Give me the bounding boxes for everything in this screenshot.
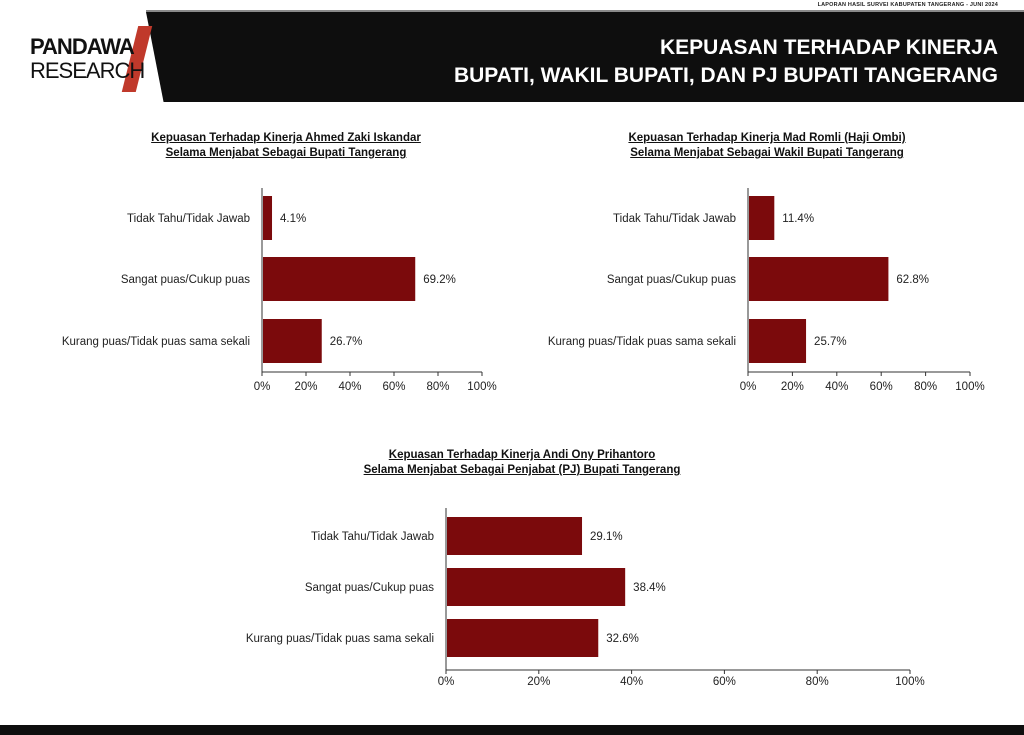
chart-2-tick-label: 100%	[955, 381, 985, 393]
page-title-line-2: BUPATI, WAKIL BUPATI, DAN PJ BUPATI TANGERANG	[453, 64, 998, 87]
chart-1-tick-label: 0%	[253, 381, 271, 393]
chart-2-title-line-2: Selama Menjabat Sebagai Wakil Bupati Tangerang	[630, 147, 904, 159]
chart-1-category-label: Tidak Tahu/Tidak Jawab	[127, 213, 250, 225]
chart-3-value-label: 29.1%	[590, 531, 623, 543]
chart-3-bar	[447, 517, 582, 555]
chart-3-value-label: 38.4%	[633, 582, 666, 594]
chart-1-bar	[263, 319, 322, 363]
chart-2-category-label: Kurang puas/Tidak puas sama sekali	[547, 336, 736, 348]
chart-1-bar	[263, 257, 415, 301]
page-title-line-1: KEPUASAN TERHADAP KINERJA	[660, 36, 998, 59]
chart-3-tick-label: 20%	[527, 676, 551, 688]
chart-2-tick-label: 20%	[780, 381, 804, 393]
chart-3-title-line-2: Selama Menjabat Sebagai Penjabat (PJ) Bupati Tangerang	[363, 464, 681, 476]
chart-3-bar	[447, 619, 598, 657]
chart-1-tick-label: 80%	[426, 381, 450, 393]
chart-1-category-label: Kurang puas/Tidak puas sama sekali	[61, 336, 250, 348]
report-label: LAPORAN HASIL SURVEI KABUPATEN TANGERANG - JUNI 2024	[817, 2, 998, 8]
chart-1-value-label: 26.7%	[329, 336, 363, 348]
chart-3-tick-label: 60%	[712, 676, 736, 688]
chart-1-tick-label: 20%	[294, 381, 318, 393]
chart-2-category-label: Tidak Tahu/Tidak Jawab	[613, 213, 736, 225]
chart-3-tick-label: 80%	[805, 676, 829, 688]
logo-text-research: RESEARCH	[30, 58, 145, 83]
chart-3-value-label: 32.6%	[606, 633, 639, 645]
chart-2-bar	[749, 257, 888, 301]
chart-1-title-line-2: Selama Menjabat Sebagai Bupati Tangerang	[165, 147, 407, 159]
chart-1-category-label: Sangat puas/Cukup puas	[120, 274, 250, 286]
chart-3-tick-label: 100%	[895, 676, 925, 688]
chart-3-tick-label: 0%	[437, 676, 455, 688]
chart-1-value-label: 4.1%	[280, 213, 307, 225]
chart-1-value-label: 69.2%	[423, 274, 456, 286]
chart-3-category-label: Tidak Tahu/Tidak Jawab	[311, 531, 434, 543]
chart-2-value-label: 11.4%	[782, 213, 815, 225]
chart-2-title-line-1: Kepuasan Terhadap Kinerja Mad Romli (Haji Ombi)	[628, 132, 906, 144]
footer-bar	[0, 725, 1024, 735]
chart-3-category-label: Sangat puas/Cukup puas	[304, 582, 434, 594]
chart-1-tick-label: 40%	[338, 381, 362, 393]
chart-1-title-line-1: Kepuasan Terhadap Kinerja Ahmed Zaki Iskandar	[151, 132, 421, 144]
chart-2-tick-label: 80%	[914, 381, 938, 393]
chart-3-category-label: Kurang puas/Tidak puas sama sekali	[245, 633, 434, 645]
chart-1-bar	[263, 196, 272, 240]
chart-2-bar	[749, 319, 806, 363]
chart-2-category-label: Sangat puas/Cukup puas	[606, 274, 736, 286]
chart-3-tick-label: 40%	[620, 676, 644, 688]
chart-2-tick-label: 40%	[825, 381, 849, 393]
chart-1-tick-label: 100%	[467, 381, 497, 393]
chart-2-bar	[749, 196, 774, 240]
chart-2-tick-label: 0%	[739, 381, 757, 393]
chart-2-tick-label: 60%	[869, 381, 893, 393]
chart-2-value-label: 62.8%	[896, 274, 930, 286]
chart-1-tick-label: 60%	[382, 381, 406, 393]
chart-3-title-line-1: Kepuasan Terhadap Kinerja Andi Ony Prihantoro	[388, 449, 656, 461]
chart-3-bar	[447, 568, 625, 606]
chart-2-value-label: 25.7%	[814, 336, 847, 348]
logo-text-pandawa: PANDAWA	[30, 34, 134, 59]
